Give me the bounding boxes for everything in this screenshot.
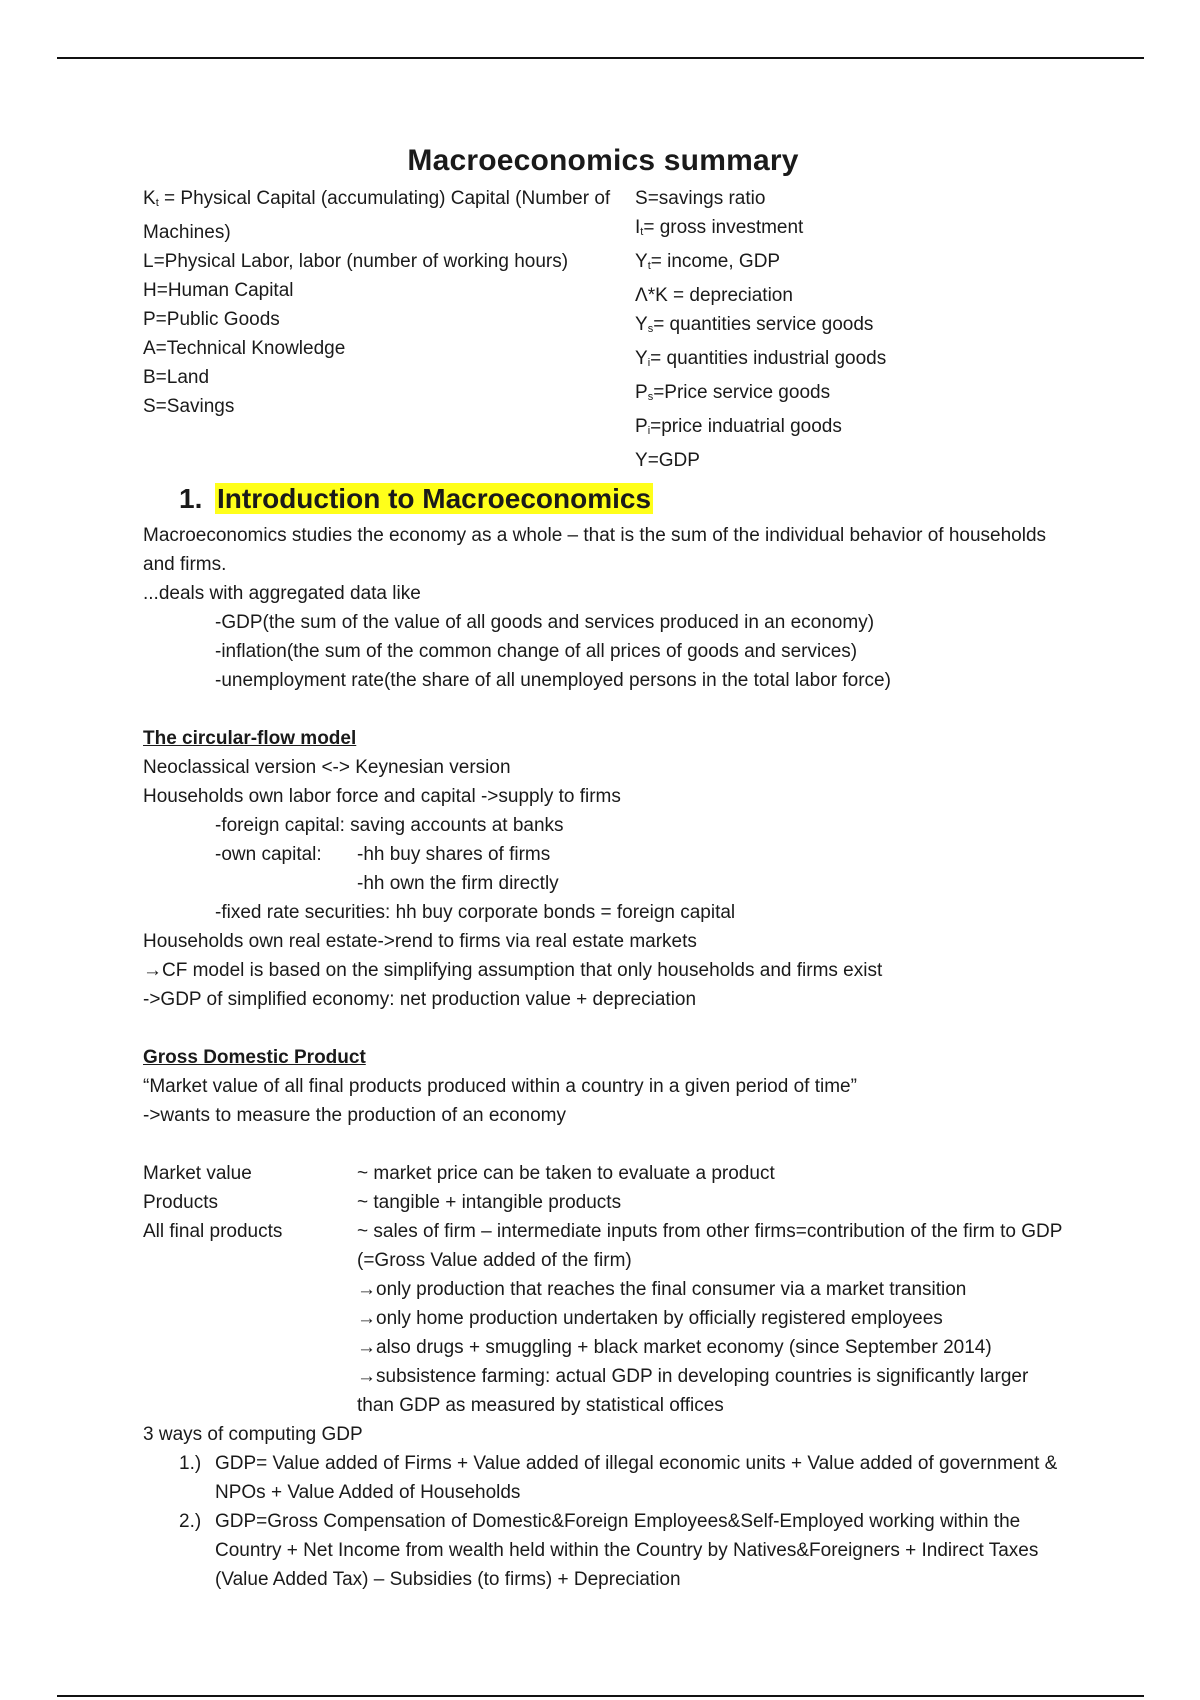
paragraph: “Market value of all final products produced within a country in a given period of time” (143, 1076, 857, 1097)
definition-item: Yi= quantities industrial goods (635, 348, 887, 369)
document-page (143, 144, 1063, 1594)
definition-item: Λ*K = depreciation (635, 285, 793, 306)
definition-item: B=Land (143, 367, 210, 388)
section-heading: 1. Introduction to Macroeconomics (179, 483, 652, 514)
list-item: -inflation(the sum of the common change of all prices of goods and services) (215, 641, 858, 662)
definition-row: Market value ~ market price can be taken to evaluate a product (143, 1163, 775, 1184)
definition-item: P=Public Goods (143, 309, 280, 330)
highlighted-heading: Introduction to Macroeconomics (217, 483, 652, 514)
subheading-gdp: Gross Domestic Product (143, 1047, 366, 1068)
definition-item: Kt = Physical Capital (accumulating) Capital (Number of Machines) (143, 188, 611, 243)
list-item: →subsistence farming: actual GDP in developing countries is significantly larger than GDP as measured by statistical offices (357, 1366, 1029, 1416)
definitions (143, 184, 1063, 475)
definition-item: A=Technical Knowledge (143, 338, 346, 359)
list-item: →only production that reaches the final consumer via a market transition (357, 1279, 967, 1300)
definitions-left (143, 184, 635, 475)
list-item: -hh own the firm directly (357, 873, 559, 894)
definitions-right (635, 184, 886, 475)
list-item: -fixed rate securities: hh buy corporate bonds = foreign capital (215, 902, 736, 923)
paragraph: ->wants to measure the production of an economy (143, 1105, 566, 1126)
numbered-item: 2.) GDP=Gross Compensation of Domestic&Foreign Employees&Self-Employed working within the Country + Net Income from wealth held within the Country by Natives&Foreigners + Indirect Taxes (Value Added Tax) – Subsidies (to firms) + Depreciation (179, 1511, 1039, 1590)
subheading-circular-flow: The circular-flow model (143, 728, 357, 749)
footer-rule (57, 1695, 1144, 1697)
list-item: →only home production undertaken by officially registered employees (357, 1308, 943, 1329)
definition-item: It= gross investment (635, 217, 804, 238)
definition-row: Products ~ tangible + intangible products (143, 1192, 622, 1213)
paragraph: →CF model is based on the simplifying assumption that only households and firms exist (143, 960, 883, 981)
list-item: -unemployment rate(the share of all unemployed persons in the total labor force) (215, 670, 891, 691)
definition-item: L=Physical Labor, labor (number of working hours) (143, 251, 569, 272)
definition-item: S=Savings (143, 396, 235, 417)
list-item: -foreign capital: saving accounts at banks (215, 815, 564, 836)
paragraph: Macroeconomics studies the economy as a whole – that is the sum of the individual behavior of households and firms. (143, 525, 1047, 575)
list-item: -own capital: -hh buy shares of firms (215, 844, 551, 865)
page-title: Macroeconomics summary (407, 144, 799, 177)
definition-item: H=Human Capital (143, 280, 294, 301)
paragraph: Households own labor force and capital ->supply to firms (143, 786, 621, 807)
list-item: -GDP(the sum of the value of all goods and services produced in an economy) (215, 612, 875, 633)
paragraph: 3 ways of computing GDP (143, 1424, 363, 1445)
numbered-item: 1.) GDP= Value added of Firms + Value added of illegal economic units + Value added of government & NPOs + Value Added of Households (179, 1453, 1058, 1503)
paragraph: Neoclassical version <-> Keynesian version (143, 757, 511, 778)
paragraph: Households own real estate->rend to firms via real estate markets (143, 931, 697, 952)
definition-item: Yt= income, GDP (635, 251, 781, 272)
definition-item: Ps=Price service goods (635, 382, 831, 403)
definition-row: All final products ~ sales of firm – intermediate inputs from other firms=contribution of the firm to GDP (=Gross Value added of the firm) (143, 1221, 1063, 1271)
header-rule (57, 57, 1144, 59)
paragraph: ->GDP of simplified economy: net production value + depreciation (143, 989, 697, 1010)
definition-item: Pi=price induatrial goods (635, 416, 842, 437)
definition-item: Ys= quantities service goods (635, 314, 874, 335)
paragraph: ...deals with aggregated data like (143, 583, 421, 604)
definition-item: S=savings ratio (635, 188, 766, 209)
list-item: →also drugs + smuggling + black market economy (since September 2014) (357, 1337, 992, 1358)
definition-item: Y=GDP (635, 450, 700, 471)
